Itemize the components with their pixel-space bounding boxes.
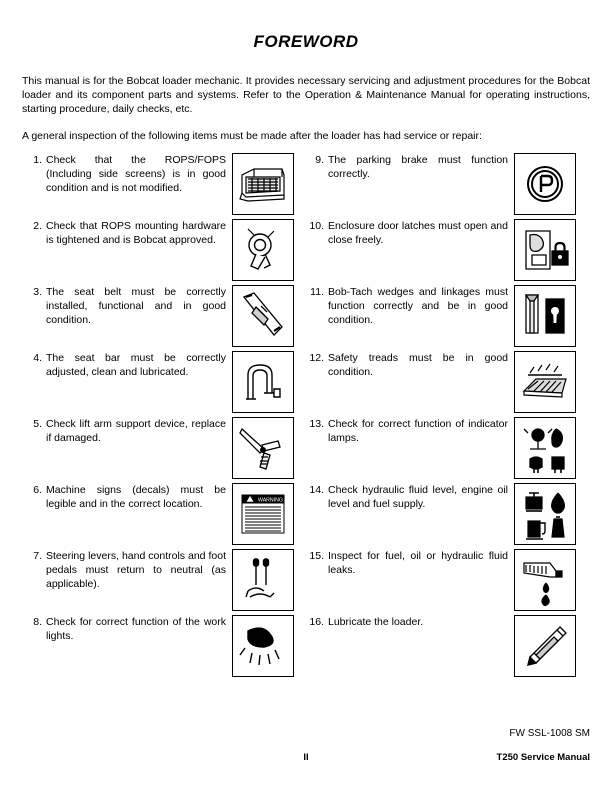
checklist-columns	[22, 153, 590, 681]
item-number: 1.	[33, 154, 42, 166]
item-text: Check hydraulic fluid level, engine oil level and fuel supply.	[328, 484, 508, 510]
manual-name: T250 Service Manual	[496, 752, 590, 763]
item-number: 6.	[33, 484, 42, 496]
item-text: Check that the ROPS/FOPS (Including side screens) is in good condition and is not modified.	[46, 154, 226, 194]
item-number: 10.	[309, 220, 324, 232]
item-text: Check for correct function of the work lights.	[46, 616, 226, 642]
decal-warning-text: WARNING	[258, 497, 283, 504]
warning-decal-icon	[232, 483, 294, 545]
subintro-paragraph: A general inspection of the following items must be made after the loader has had service or repair:	[22, 130, 482, 142]
checklist-left-column	[22, 153, 294, 681]
lift-arm-support-icon	[232, 417, 294, 479]
rops-cab-icon	[232, 153, 294, 215]
item-number: 15.	[309, 550, 324, 562]
list-item	[22, 351, 294, 413]
list-item	[22, 417, 294, 479]
item-number: 5.	[33, 418, 42, 430]
list-item	[22, 219, 294, 281]
list-item	[22, 153, 294, 215]
item-text: Inspect for fuel, oil or hydraulic fluid leaks.	[328, 550, 508, 576]
safety-tread-icon	[514, 351, 576, 413]
bobtach-wedge-icon	[514, 285, 576, 347]
item-number: 4.	[33, 352, 42, 364]
list-item	[304, 615, 576, 677]
item-text: The seat bar must be correctly adjusted, clean and lubricated.	[46, 352, 226, 378]
item-text: Lubricate the loader.	[328, 616, 424, 628]
item-text: Check for correct function of indicator lamps.	[328, 418, 508, 444]
list-item	[304, 153, 576, 215]
item-text: The seat belt must be correctly installed, functional and in good condition.	[46, 286, 226, 326]
item-number: 13.	[309, 418, 324, 430]
item-text: Safety treads must be in good condition.	[328, 352, 508, 378]
item-number: 11.	[310, 286, 324, 298]
item-number: 9.	[315, 154, 324, 166]
list-item	[304, 285, 576, 347]
grease-gun-icon	[514, 615, 576, 677]
item-text: Machine signs (decals) must be legible and in the correct location.	[46, 484, 226, 510]
item-number: 14.	[309, 484, 324, 496]
seat-belt-icon	[232, 285, 294, 347]
page-title: FOREWORD	[253, 32, 359, 51]
form-code: FW SSL-1008 SM	[509, 728, 590, 739]
list-item	[304, 417, 576, 479]
list-item	[22, 549, 294, 611]
item-number: 7.	[33, 550, 42, 562]
item-text: The parking brake must function correctly.	[328, 154, 508, 180]
item-text: Check that ROPS mounting hardware is tightened and is Bobcat approved.	[46, 220, 226, 246]
item-number: 3.	[33, 286, 42, 298]
list-item	[304, 219, 576, 281]
item-number: 16.	[309, 616, 324, 628]
list-item	[22, 483, 294, 545]
item-number: 12.	[309, 352, 324, 364]
wrench-bolt-icon	[232, 219, 294, 281]
list-item	[304, 549, 576, 611]
list-item	[22, 285, 294, 347]
item-text: Check lift arm support device, replace if damaged.	[46, 418, 226, 444]
indicator-lamps-icon	[514, 417, 576, 479]
item-number: 8.	[33, 616, 42, 628]
fluid-levels-icon	[514, 483, 576, 545]
item-text: Enclosure door latches must open and close freely.	[328, 220, 508, 246]
parking-brake-icon	[514, 153, 576, 215]
list-item	[304, 351, 576, 413]
list-item	[22, 615, 294, 677]
fluid-leak-icon	[514, 549, 576, 611]
intro-paragraph: This manual is for the Bobcat loader mechanic. It provides necessary servicing and adjustment procedures for the Bobcat loader and its component parts and systems. Refer to the Operation & Maintenance Manual for operating instructions, starting procedure, daily checks, etc.	[22, 75, 590, 115]
checklist-right-column	[304, 153, 576, 681]
work-light-icon	[232, 615, 294, 677]
steering-levers-icon	[232, 549, 294, 611]
page-number: II	[303, 752, 309, 763]
item-text: Steering levers, hand controls and foot pedals must return to neutral (as applicable).	[46, 550, 226, 590]
item-text: Bob-Tach wedges and linkages must function correctly and be in good condition.	[328, 286, 508, 326]
door-latch-lock-icon	[514, 219, 576, 281]
seat-bar-icon	[232, 351, 294, 413]
list-item	[304, 483, 576, 545]
item-number: 2.	[33, 220, 42, 232]
